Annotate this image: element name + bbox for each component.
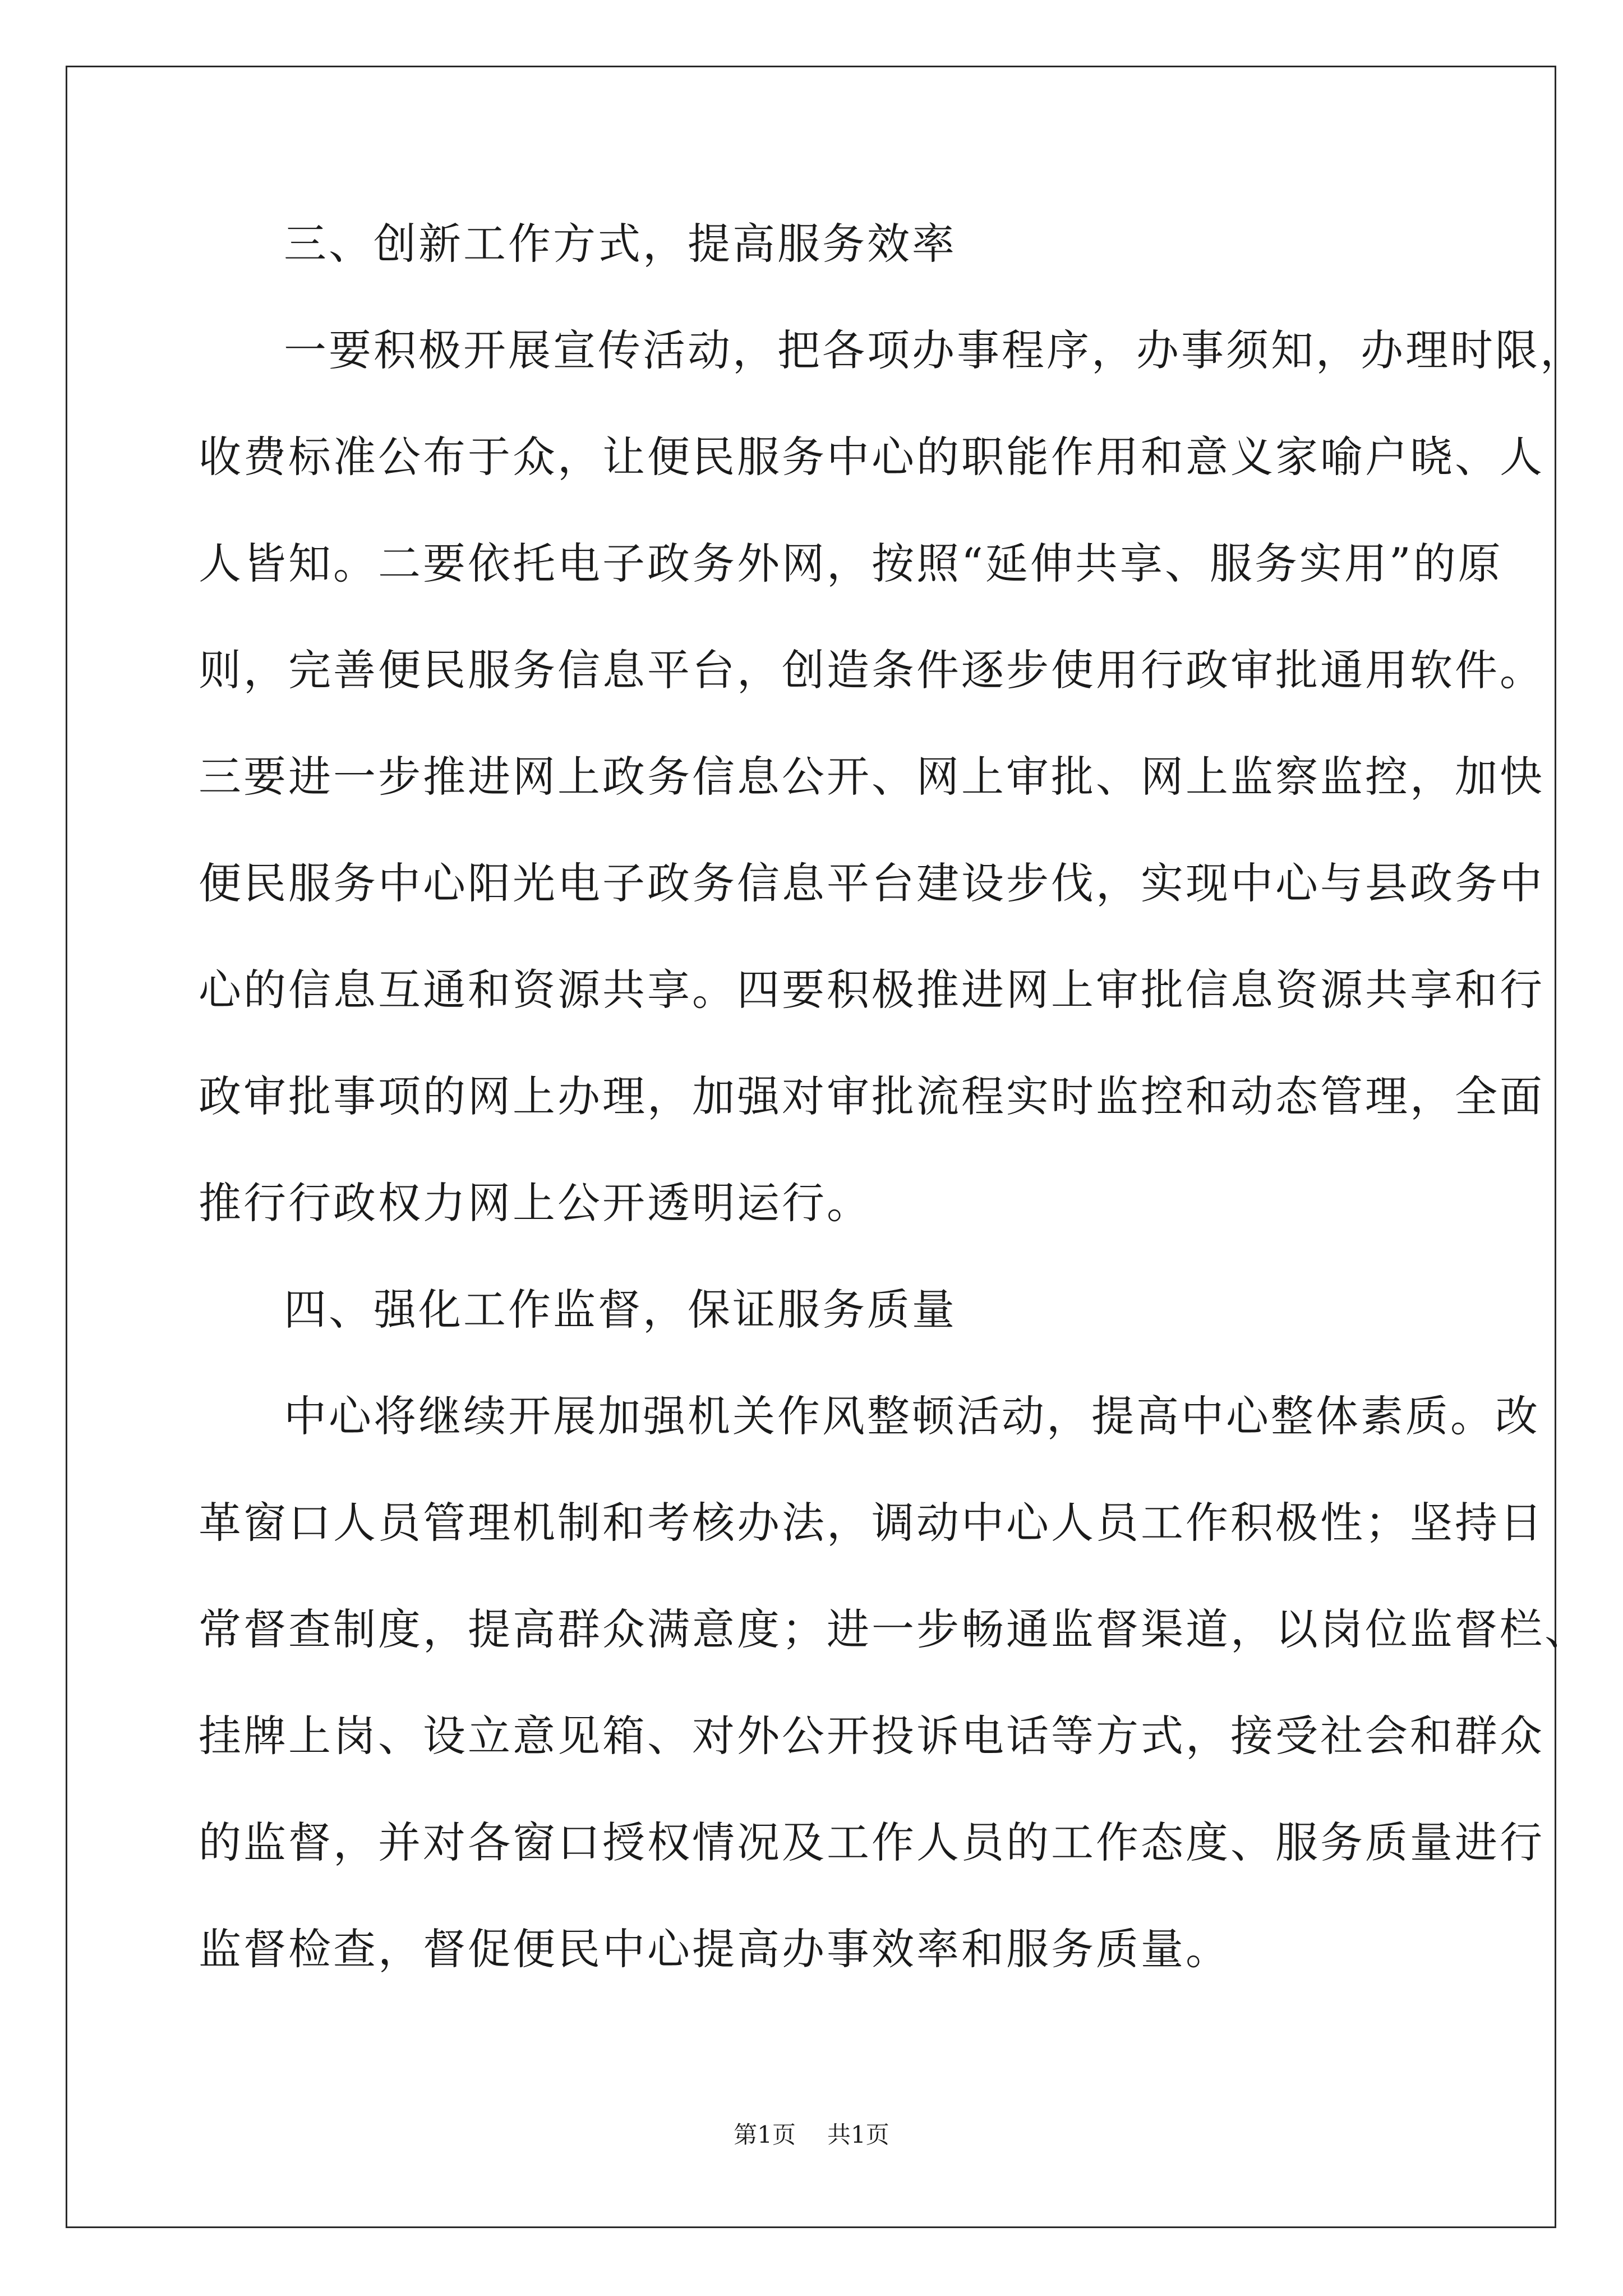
paragraph-line: 中心将继续开展加强机关作风整顿活动，提高中心整体素质。改 (284, 1391, 1540, 1441)
paragraph-line: 一要积极开展宣传活动，把各项办事程序，办事须知，办理时限， (284, 325, 1585, 375)
document-body (199, 213, 1589, 2025)
paragraph-line: 则，完善便民服务信息平台，创造条件逐步使用行政审批通用软件。 (199, 645, 1544, 695)
section-heading: 三、创新工作方式，提高服务效率 (284, 219, 957, 269)
paragraph-line: 人皆知。二要依托电子政务外网，按照“延伸共享、服务实用”的原 (199, 539, 1503, 588)
paragraph-line: 革窗口人员管理机制和考核办法，调动中心人员工作积极性；坚持日 (199, 1498, 1544, 1548)
page-number: 第1页 (734, 2121, 796, 2148)
paragraph-line: 的监督，并对各窗口授权情况及工作人员的工作态度、服务质量进行 (199, 1818, 1544, 1867)
section-heading: 四、强化工作监督，保证服务质量 (284, 1285, 957, 1335)
paragraph-line: 监督检查，督促便民中心提高办事效率和服务质量。 (199, 1924, 1230, 1974)
paragraph-line: 挂牌上岗、设立意见箱、对外公开投诉电话等方式，接受社会和群众 (199, 1711, 1544, 1761)
paragraph-line: 收费标准公布于众，让便民服务中心的职能作用和意义家喻户晓、人 (199, 432, 1544, 482)
paragraph-line: 便民服务中心阳光电子政务信息平台建设步伐，实现中心与县政务中 (199, 858, 1544, 908)
paragraph-line: 常督查制度，提高群众满意度；进一步畅通监督渠道，以岗位监督栏、 (199, 1604, 1589, 1654)
paragraph-line: 推行行政权力网上公开透明运行。 (199, 1178, 872, 1228)
page-total: 共1页 (827, 2121, 889, 2148)
paragraph-line: 政审批事项的网上办理，加强对审批流程实时监控和动态管理，全面 (199, 1071, 1544, 1121)
paragraph-line: 三要进一步推进网上政务信息公开、网上审批、网上监察监控，加快 (199, 752, 1544, 802)
paragraph-line: 心的信息互通和资源共享。四要积极推进网上审批信息资源共享和行 (199, 965, 1544, 1015)
page-footer (0, 2118, 1623, 2152)
